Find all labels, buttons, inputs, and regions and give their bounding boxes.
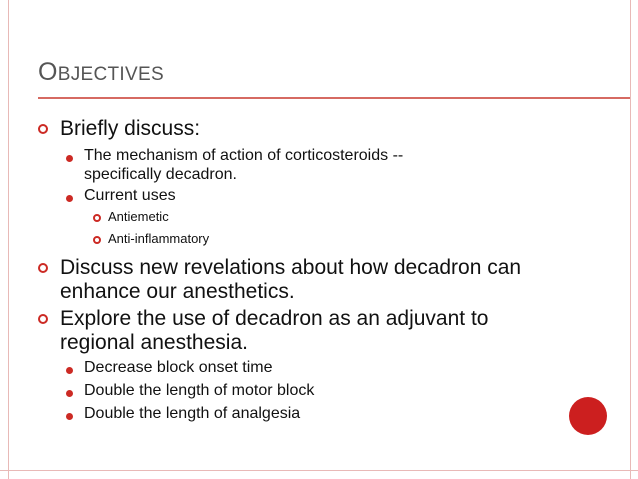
bullet-icon <box>66 390 73 397</box>
bullet-icon <box>38 314 48 324</box>
bullet-item: Explore the use of decadron as an adjuvant to <box>60 307 489 330</box>
bullet-item-continuation: specifically decadron. <box>84 166 237 183</box>
bullet-item: Decrease block onset time <box>84 359 273 376</box>
decorative-red-circle <box>569 397 607 435</box>
bullet-item: The mechanism of action of corticosteroids -- <box>84 147 404 164</box>
bullet-icon <box>38 124 48 134</box>
bullet-item: Double the length of analgesia <box>84 405 301 422</box>
bullet-icon <box>93 214 101 222</box>
frame-left-line <box>8 0 9 479</box>
bullet-icon <box>93 236 101 244</box>
title-rest: BJECTIVES <box>57 64 164 85</box>
bullet-item: Current uses <box>84 187 176 204</box>
bullet-icon <box>38 263 48 273</box>
bullet-item: Double the length of motor block <box>84 382 315 399</box>
bullet-icon <box>66 367 73 374</box>
bullet-item: Discuss new revelations about how decadron can <box>60 256 522 279</box>
frame-right-line <box>630 0 631 479</box>
bullet-item: Anti-inflammatory <box>108 231 210 246</box>
slide-title <box>38 58 164 87</box>
bullet-item-continuation: enhance our anesthetics. <box>60 280 295 303</box>
bullet-icon <box>66 195 73 202</box>
bullet-icon <box>66 155 73 162</box>
bullet-item: Antiemetic <box>108 209 169 224</box>
title-underline <box>38 97 630 99</box>
frame-bottom-line <box>0 470 638 471</box>
bullet-icon <box>66 413 73 420</box>
bullet-item-continuation: regional anesthesia. <box>60 331 248 354</box>
title-first-letter: O <box>38 58 58 86</box>
bullet-item: Briefly discuss: <box>60 117 201 140</box>
